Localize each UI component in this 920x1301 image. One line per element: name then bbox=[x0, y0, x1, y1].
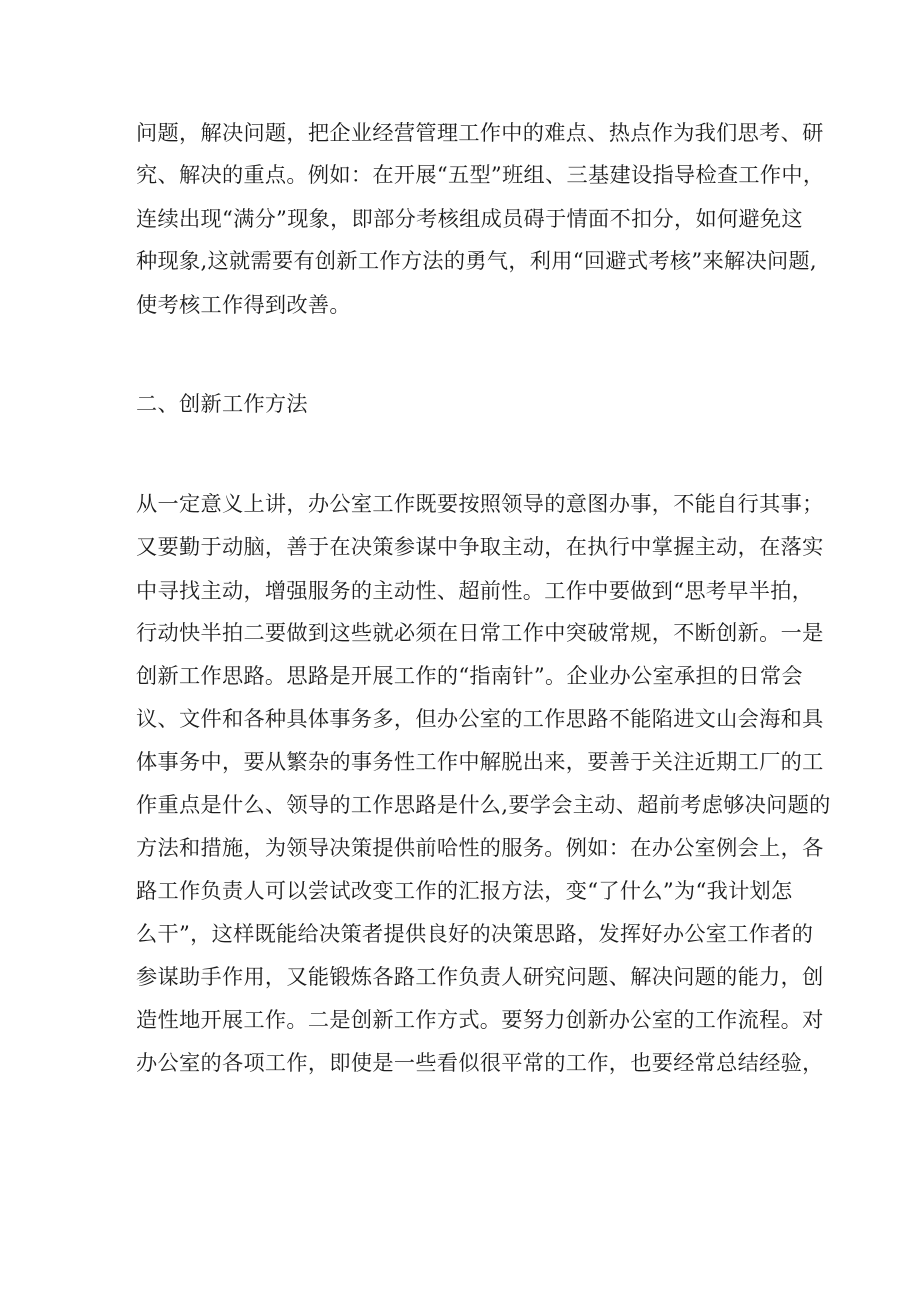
paragraph-2-line: 作重点是什么、领导的工作思路是什么,要学会主动、超前考虑够决问题的 bbox=[136, 792, 831, 817]
paragraph-2-line: 方法和措施，为领导决策提供前哈性的服务。例如：在办公室例会上，各 bbox=[136, 835, 824, 860]
section-heading: 二、创新工作方法 bbox=[136, 391, 308, 416]
paragraph-1-line: 究、解决的重点。例如：在开展“五型”班组、三基建设指导检查工作中， bbox=[136, 162, 825, 187]
paragraph-2-line: 行动快半拍二要做到这些就必须在日常工作中突破常规，不断创新。一是 bbox=[136, 620, 824, 645]
paragraph-2-line: 中寻找主动，增强服务的主动性、超前性。工作中要做到“思考早半拍， bbox=[136, 578, 814, 603]
paragraph-1-line: 使考核工作得到改善。 bbox=[136, 292, 351, 317]
paragraph-2-line: 造性地开展工作。二是创新工作方式。要努力创新办公室的工作流程。对 bbox=[136, 1007, 824, 1032]
paragraph-2-line: 创新工作思路。思路是开展工作的“指南针”。企业办公室承担的日常会 bbox=[136, 663, 803, 688]
paragraph-2-line: 体事务中，要从繁杂的事务性工作中解脱出来，要善于关注近期工厂的工 bbox=[136, 749, 824, 774]
paragraph-2-line: 从一定意义上讲，办公室工作既要按照领导的意图办事，不能自行其事； bbox=[136, 491, 824, 516]
paragraph-2-line: 参谋助手作用，又能锻炼各路工作负责人研究问题、解决问题的能力，创 bbox=[136, 964, 824, 989]
paragraph-2-line: 又要勤于动脑，善于在决策参谋中争取主动，在执行中掌握主动，在落实 bbox=[136, 534, 824, 559]
paragraph-1-line: 种现象,这就需要有创新工作方法的勇气，利用“回避式考核”来解决问题, bbox=[136, 248, 817, 273]
paragraph-1-line: 连续出现“满分”现象，即部分考核组成员碍于情面不扣分，如何避免这 bbox=[136, 206, 803, 231]
paragraph-2-line: 么干”，这样既能给决策者提供良好的决策思路，发挥好办公室工作者的 bbox=[136, 921, 814, 946]
paragraph-2-line: 路工作负责人可以尝试改变工作的汇报方法，变“了什么”为“我计划怎 bbox=[136, 878, 793, 903]
paragraph-2-line: 办公室的各项工作，即使是一些看似很平常的工作，也要经常总结经验， bbox=[136, 1050, 824, 1075]
paragraph-1-line: 问题，解决问题，把企业经营管理工作中的难点、热点作为我们思考、研 bbox=[136, 120, 824, 145]
paragraph-2-line: 议、文件和各种具体事务多，但办公室的工作思路不能陷进文山会海和具 bbox=[136, 706, 824, 731]
